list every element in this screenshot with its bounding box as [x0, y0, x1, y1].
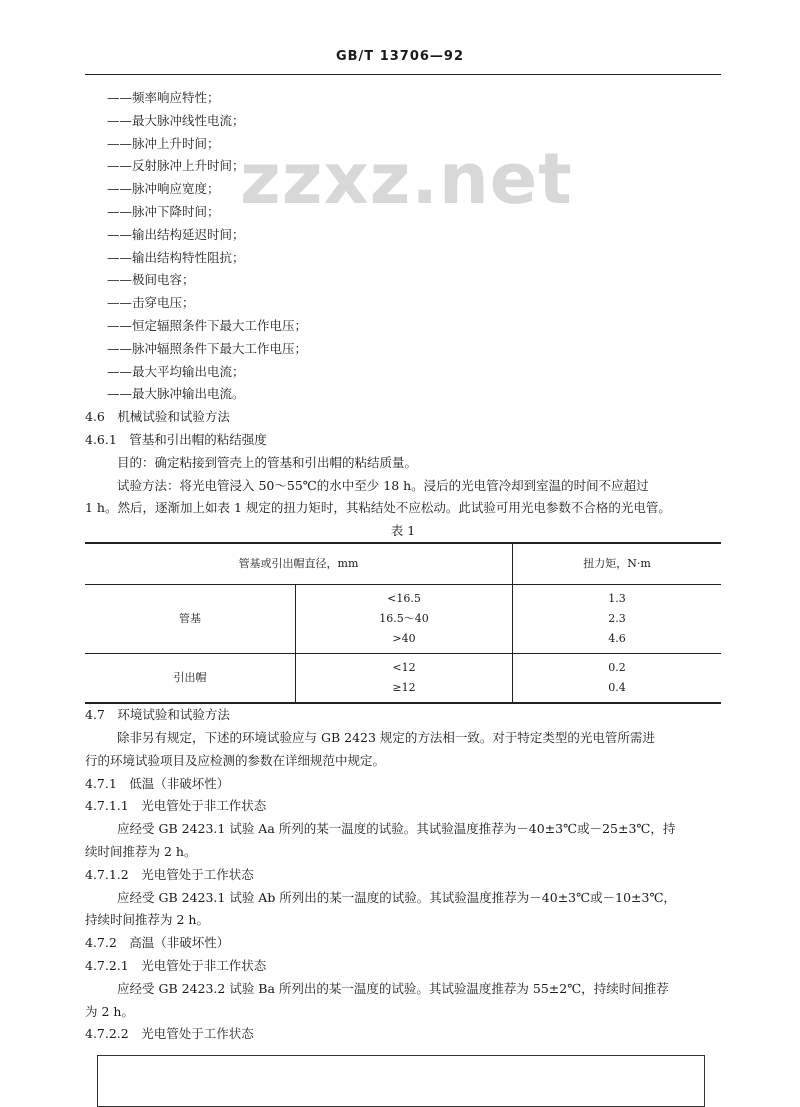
list-item: ——最大平均输出电流；	[107, 363, 245, 379]
list-item: ——脉冲辐照条件下最大工作电压；	[107, 340, 308, 356]
paragraph-line: 持续时间推荐为 2 h。	[85, 912, 209, 928]
list-item: ——反射脉冲上升时间；	[107, 158, 245, 174]
torque-value: 1.3	[608, 592, 626, 606]
purpose-paragraph: 目的：确定粘接到管壳上的管基和引出帽的粘结质量。	[117, 454, 418, 470]
method-paragraph-line-1: 试验方法：将光电管浸入 50～55℃的水中至少 18 h。浸后的光电管冷却到室温的时间不应超过	[117, 477, 649, 493]
list-item: ——脉冲响应宽度；	[107, 181, 220, 197]
list-item: ——脉冲下降时间；	[107, 203, 220, 219]
section-heading-4-7: 4.7 环境试验和试验方法	[85, 707, 230, 723]
table-title: 表 1	[390, 523, 416, 539]
watermark: zzxz.net	[240, 138, 573, 220]
section-heading-4-6-1: 4.6.1 管基和引出帽的粘结强度	[85, 431, 267, 447]
torque-value: 2.3	[608, 612, 626, 626]
range-cell	[296, 585, 513, 654]
section-heading-4-7-2-1: 4.7.2.1 光电管处于非工作状态	[85, 957, 267, 973]
section-heading-4-6: 4.6 机械试验和试验方法	[85, 409, 230, 425]
range-value: <16.5	[387, 592, 421, 606]
torque-value: 0.2	[608, 661, 626, 675]
table-header-torque: 扭力矩，N·m	[513, 543, 722, 585]
torque-value: 4.6	[608, 632, 626, 646]
paragraph-line: 应经受 GB 2423.1 试验 Aa 所列的某一温度的试验。其试验温度推荐为－40±3℃或－25±3℃，持	[117, 821, 676, 837]
torque-cell	[513, 654, 722, 704]
footer-frame	[97, 1055, 705, 1107]
intro-paragraph-line-2: 行的环境试验项目及应检测的参数在详细规范中规定。	[85, 752, 386, 768]
group-label: 管基	[85, 585, 296, 654]
range-value: >40	[392, 632, 416, 646]
torque-table	[85, 542, 721, 704]
torque-value: 0.4	[608, 681, 626, 695]
list-item: ——最大脉冲输出电流。	[107, 386, 245, 402]
list-item: ——频率响应特性；	[107, 90, 220, 105]
list-item: ——输出结构延迟时间；	[107, 226, 245, 242]
list-item: ——恒定辐照条件下最大工作电压；	[107, 317, 308, 333]
group-label: 引出帽	[85, 654, 296, 704]
range-cell	[296, 654, 513, 704]
section-heading-4-7-2: 4.7.2 高温（非破坏性）	[85, 935, 230, 951]
section-heading-4-7-1: 4.7.1 低温（非破坏性）	[85, 775, 230, 791]
list-item: ——击穿电压；	[107, 295, 195, 311]
standard-number-header: GB/T 13706—92	[335, 49, 465, 64]
paragraph-line: 应经受 GB 2423.2 试验 Ba 所列出的某一温度的试验。其试验温度推荐为 55±2℃，持续时间推荐	[117, 980, 669, 996]
section-heading-4-7-1-2: 4.7.1.2 光电管处于工作状态	[85, 866, 254, 882]
paragraph-line: 为 2 h。	[85, 1003, 134, 1019]
list-item: ——输出结构特性阻抗；	[107, 249, 245, 265]
list-item: ——极间电容；	[107, 272, 195, 288]
paragraph-line: 应经受 GB 2423.1 试验 Ab 所列出的某一温度的试验。其试验温度推荐为－40±3℃或－10±3℃，	[117, 889, 676, 905]
range-value: <12	[392, 661, 416, 675]
list-item: ——最大脉冲线性电流；	[107, 112, 245, 128]
list-item: ——脉冲上升时间；	[107, 135, 220, 151]
range-value: 16.5～40	[379, 612, 429, 626]
table-header-diameter: 管基或引出帽直径，mm	[85, 543, 513, 585]
paragraph-line: 续时间推荐为 2 h。	[85, 843, 197, 859]
section-heading-4-7-2-2: 4.7.2.2 光电管处于工作状态	[85, 1026, 254, 1042]
table-group-row	[85, 654, 721, 704]
section-heading-4-7-1-1: 4.7.1.1 光电管处于非工作状态	[85, 798, 267, 814]
intro-paragraph-line-1: 除非另有规定，下述的环境试验应与 GB 2423 规定的方法相一致。对于特定类型的光电管所需进	[117, 729, 655, 745]
header-rule	[85, 74, 721, 75]
torque-cell	[513, 585, 722, 654]
document-body	[85, 87, 721, 1046]
method-paragraph-line-2: 1 h。然后，逐渐加上如表 1 规定的扭力矩时，其粘结处不应松动。此试验可用光电参数不合格的光电管。	[85, 500, 671, 516]
range-value: ≥12	[392, 681, 416, 695]
table-group-row	[85, 585, 721, 654]
parameter-list	[85, 87, 721, 406]
